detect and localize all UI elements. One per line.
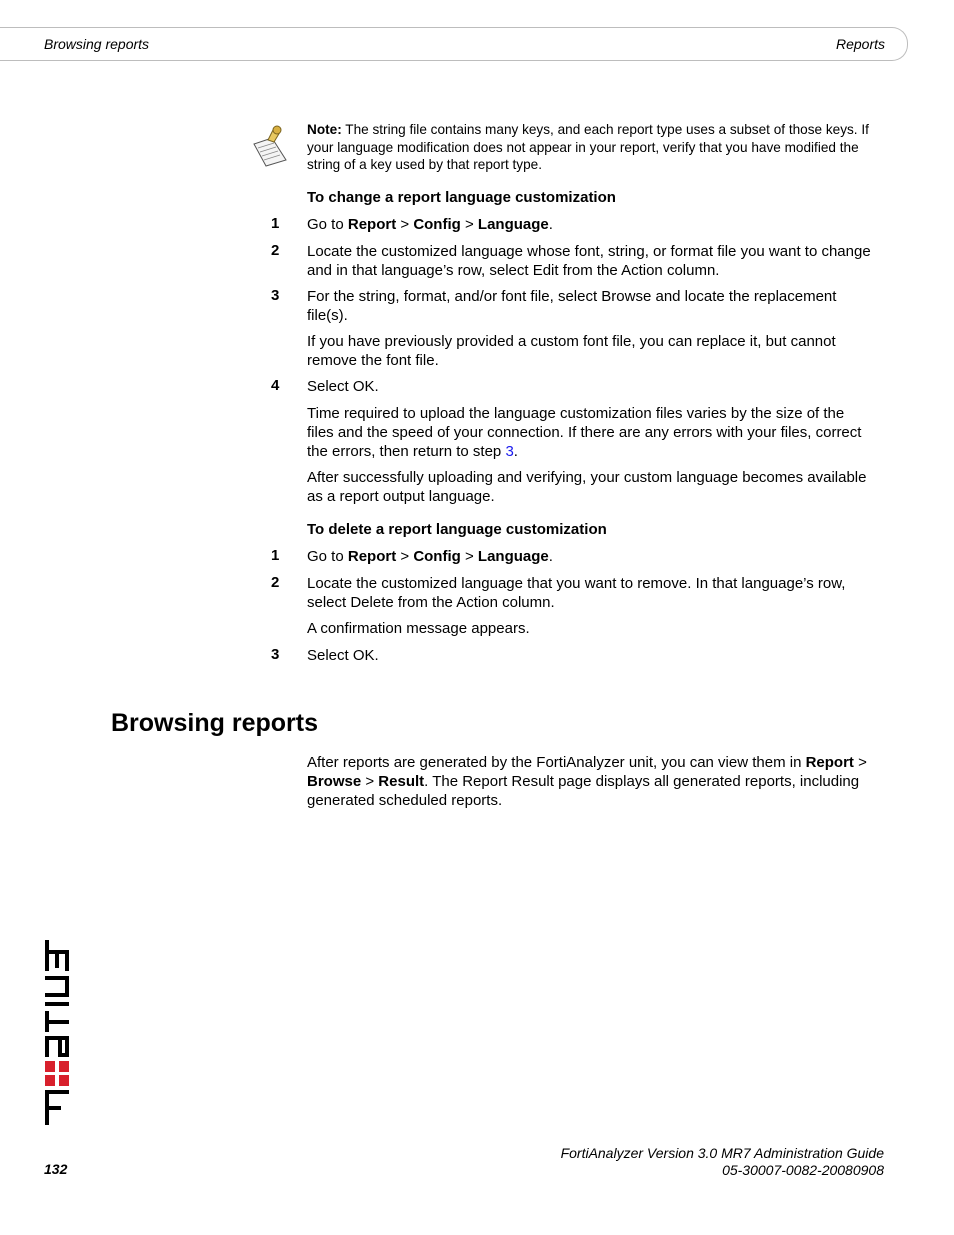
delete-procedure-heading: To delete a report language customization bbox=[307, 521, 607, 538]
header-chapter-title: Reports bbox=[835, 36, 885, 52]
header-section-title: Browsing reports bbox=[44, 36, 150, 52]
menu-report: Report bbox=[805, 754, 854, 771]
menu-language: Language bbox=[477, 216, 549, 233]
note-body: The string file contains many keys, and each report type uses a subset of those keys. If your language modification does not appear in your report, verify that you have modified the string of a key used by that report type. bbox=[307, 122, 869, 172]
step-number: 1 bbox=[271, 547, 280, 564]
change-procedure-heading: To change a report language customization bbox=[307, 189, 616, 206]
step-number: 1 bbox=[271, 215, 280, 232]
page-number: 132 bbox=[44, 1161, 68, 1177]
guide-title: FortiAnalyzer Version 3.0 MR7 Administration Guide bbox=[560, 1145, 884, 1161]
footer-doc-info bbox=[561, 1145, 884, 1179]
step-number: 4 bbox=[271, 377, 280, 394]
step-text: Go to Report > Config > Language. bbox=[307, 548, 553, 565]
step-number: 3 bbox=[271, 287, 280, 304]
step-text: Locate the customized language that you want to remove. In that language’s row, select Delete from the Action column. bbox=[307, 575, 846, 611]
step-text: Locate the customized language whose font, string, or format file you want to change and in that language’s row, select Edit from the Action column. bbox=[307, 243, 871, 279]
menu-config: Config bbox=[413, 548, 461, 565]
menu-result: Result bbox=[378, 773, 425, 790]
section-paragraph: After reports are generated by the FortiAnalyzer unit, you can view them in Report > Browse > Result. The Report Result page displays all generated reports, including generated scheduled reports. bbox=[307, 754, 867, 809]
step-note: If you have previously provided a custom font file, you can replace it, but cannot remove the font file. bbox=[307, 333, 836, 369]
step-text: Go to Report > Config > Language. bbox=[307, 216, 553, 233]
note-pin-icon bbox=[250, 124, 292, 168]
step-number: 3 bbox=[271, 646, 280, 663]
step-note: A confirmation message appears. bbox=[307, 620, 530, 637]
section-title: Browsing reports bbox=[111, 709, 318, 737]
note-label: Note: bbox=[307, 122, 342, 137]
step-3-link[interactable]: 3 bbox=[505, 443, 514, 460]
menu-browse: Browse bbox=[307, 773, 362, 790]
step-text: For the string, format, and/or font file, select Browse and locate the replacement file(s). bbox=[307, 288, 837, 324]
step-text: Select OK. bbox=[307, 647, 379, 664]
step-note: Time required to upload the language customization files varies by the size of the files and the speed of your connection. If there are any errors with your files, correct the errors, then return to step 3. bbox=[307, 405, 862, 460]
step-number: 2 bbox=[271, 574, 280, 591]
document-number: 05-30007-0082-20080908 bbox=[722, 1162, 884, 1178]
step-number: 2 bbox=[271, 242, 280, 259]
menu-language: Language bbox=[477, 548, 549, 565]
step-note: After successfully uploading and verifying, your custom language becomes available as a report output language. bbox=[307, 469, 867, 505]
note-text bbox=[307, 121, 873, 174]
menu-config: Config bbox=[413, 216, 461, 233]
menu-report: Report bbox=[347, 548, 397, 565]
menu-report: Report bbox=[347, 216, 397, 233]
fortinet-logo bbox=[44, 940, 70, 1126]
step-text: Select OK. bbox=[307, 378, 379, 395]
